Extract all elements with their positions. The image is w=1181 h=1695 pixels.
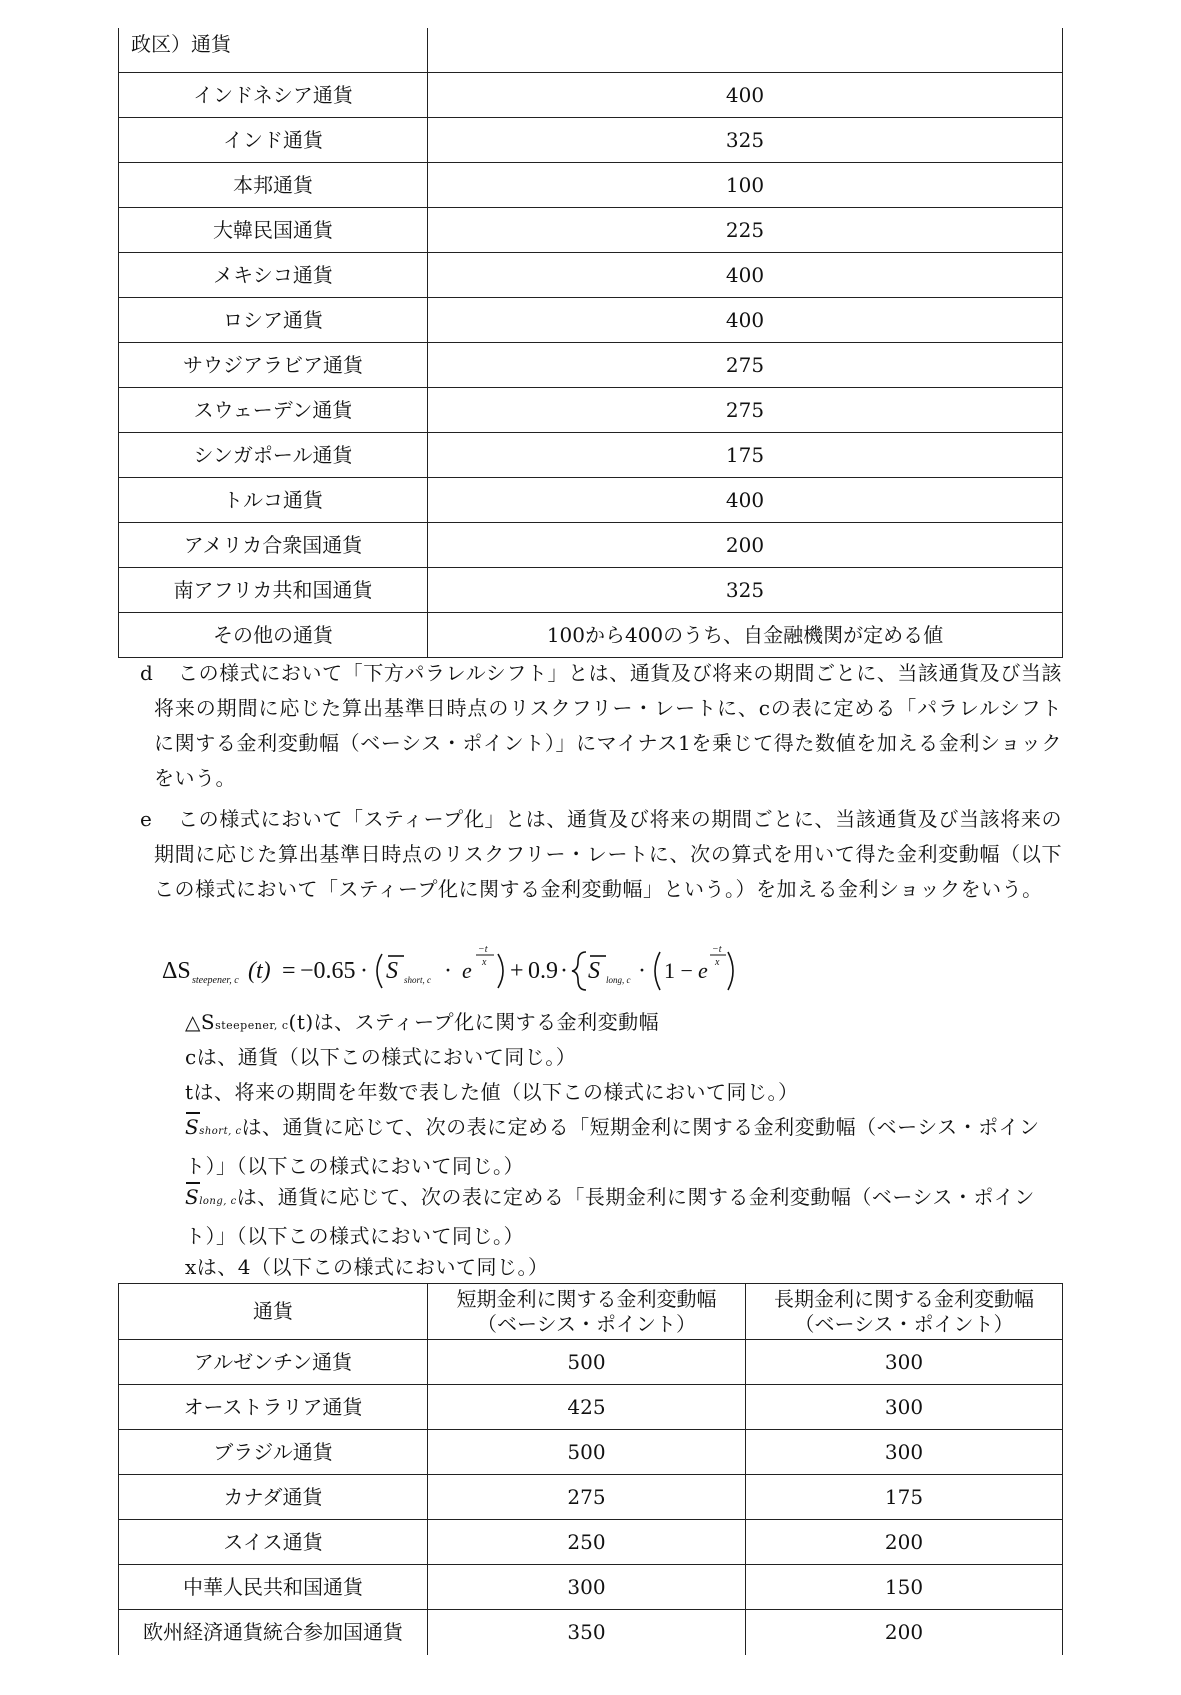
value-cell: 225 <box>428 207 1063 252</box>
formula-dot-2: · <box>444 958 452 984</box>
value-cell: 100から400のうち、自金融機関が定める値 <box>428 612 1063 657</box>
paragraph-d <box>140 656 1062 796</box>
table-row <box>119 207 1063 252</box>
formula-s-short: S <box>386 958 398 984</box>
value-cell: 400 <box>428 477 1063 522</box>
currency-cell: インド通貨 <box>119 117 428 162</box>
paragraph-e <box>140 802 1062 907</box>
value-cell: 175 <box>428 432 1063 477</box>
currency-cell: 本邦通貨 <box>119 162 428 207</box>
formula-paren-right-2 <box>728 952 733 990</box>
currency-cell: 政区）通貨 <box>119 28 428 72</box>
definition-x <box>185 1250 1062 1285</box>
value-cell: 275 <box>428 342 1063 387</box>
parallel-shift-table <box>118 28 1063 658</box>
short-cell: 500 <box>428 1430 746 1475</box>
definition-text: は、通貨に応じて、次の表に定める「長期金利に関する金利変動幅（ベーシス・ポイント）」（以下この様式において同じ。） <box>185 1185 1035 1248</box>
formula-paren-left-2 <box>655 952 660 990</box>
value-cell <box>428 28 1063 72</box>
long-cell: 300 <box>746 1340 1063 1385</box>
formula-dot: · <box>360 958 368 984</box>
currency-cell: 南アフリカ共和国通貨 <box>119 567 428 612</box>
formula-e: e <box>462 958 472 983</box>
definition-text: cは、通貨（以下この様式において同じ。） <box>185 1045 577 1069</box>
definition-text: は、通貨に応じて、次の表に定める「短期金利に関する金利変動幅（ベーシス・ポイント）」（以下この様式において同じ。） <box>185 1115 1040 1178</box>
currency-cell: アメリカ合衆国通貨 <box>119 522 428 567</box>
short-cell: 275 <box>428 1475 746 1520</box>
table-row <box>119 1340 1063 1385</box>
paragraph-mark: d <box>140 661 154 685</box>
table-header-row <box>119 1284 1063 1340</box>
formula-dot-4: · <box>638 958 646 984</box>
definition-delta-s <box>185 1005 1062 1043</box>
table-row <box>119 387 1063 432</box>
currency-cell: ロシア通貨 <box>119 297 428 342</box>
definition-s-long <box>185 1180 1062 1254</box>
currency-cell: サウジアラビア通貨 <box>119 342 428 387</box>
formula-plus: + <box>510 958 524 984</box>
steepener-shock-table <box>118 1283 1063 1655</box>
table-row <box>119 162 1063 207</box>
formula-paren-right <box>498 954 503 988</box>
currency-cell: メキシコ通貨 <box>119 252 428 297</box>
currency-cell: シンガポール通貨 <box>119 432 428 477</box>
paragraph-mark: e <box>140 807 153 831</box>
value-cell: 400 <box>428 297 1063 342</box>
table-row <box>119 297 1063 342</box>
currency-cell: 大韓民国通貨 <box>119 207 428 252</box>
table-row <box>119 252 1063 297</box>
long-cell: 200 <box>746 1610 1063 1655</box>
table-row <box>119 477 1063 522</box>
header-currency: 通貨 <box>119 1284 428 1340</box>
formula-coef2: 0.9 <box>528 958 558 984</box>
table-row <box>119 1430 1063 1475</box>
formula-e-2: e <box>698 958 708 983</box>
definition-symbol-sub: steepener, c <box>215 1019 289 1032</box>
short-cell: 300 <box>428 1565 746 1610</box>
table-row <box>119 1475 1063 1520</box>
currency-cell: スウェーデン通貨 <box>119 387 428 432</box>
formula-coef1: −0.65 <box>300 958 356 984</box>
value-cell: 400 <box>428 72 1063 117</box>
currency-cell: インドネシア通貨 <box>119 72 428 117</box>
formula-arg: (t) <box>248 958 271 984</box>
table-row <box>119 567 1063 612</box>
definition-symbol: S <box>185 1110 199 1145</box>
currency-cell: スイス通貨 <box>119 1520 428 1565</box>
value-cell: 200 <box>428 522 1063 567</box>
table-row <box>119 342 1063 387</box>
table-row <box>119 1610 1063 1655</box>
table-row <box>119 1565 1063 1610</box>
long-cell: 150 <box>746 1565 1063 1610</box>
definition-symbol-sub: short, c <box>199 1126 242 1137</box>
value-cell: 100 <box>428 162 1063 207</box>
value-cell: 325 <box>428 117 1063 162</box>
currency-cell: カナダ通貨 <box>119 1475 428 1520</box>
formula-exp-den: x <box>482 957 487 968</box>
long-cell: 300 <box>746 1385 1063 1430</box>
currency-cell: 欧州経済通貨統合参加国通貨 <box>119 1610 428 1655</box>
short-cell: 350 <box>428 1610 746 1655</box>
definition-s-short <box>185 1110 1062 1184</box>
formula-s-short-sub: short, c <box>404 975 431 985</box>
currency-cell: オーストラリア通貨 <box>119 1385 428 1430</box>
short-cell: 500 <box>428 1340 746 1385</box>
table-row <box>119 117 1063 162</box>
definition-text: (t)は、スティープ化に関する金利変動幅 <box>288 1010 660 1034</box>
formula-one-minus: 1 − <box>664 958 693 983</box>
formula-s-long: S <box>588 958 600 984</box>
formula-exp-num-2: −t <box>712 944 722 955</box>
formula-paren-left <box>377 954 382 988</box>
currency-cell: アルゼンチン通貨 <box>119 1340 428 1385</box>
table-row <box>119 72 1063 117</box>
long-cell: 300 <box>746 1430 1063 1475</box>
long-cell: 175 <box>746 1475 1063 1520</box>
steepener-formula <box>160 938 740 998</box>
formula-lhs-sub: steepener, c <box>192 975 239 986</box>
formula-s-long-sub: long, c <box>606 975 631 985</box>
value-cell: 275 <box>428 387 1063 432</box>
definition-t <box>185 1075 1062 1110</box>
table-row <box>119 522 1063 567</box>
short-cell: 250 <box>428 1520 746 1565</box>
table-row <box>119 1385 1063 1430</box>
formula-brace-left <box>572 952 586 990</box>
short-cell: 425 <box>428 1385 746 1430</box>
header-short-rate: 短期金利に関する金利変動幅 （ベーシス・ポイント） <box>428 1284 746 1340</box>
formula-lhs: ΔS <box>162 958 191 984</box>
formula-exp-num: −t <box>478 944 488 955</box>
table-row <box>119 432 1063 477</box>
value-cell: 400 <box>428 252 1063 297</box>
currency-cell: ブラジル通貨 <box>119 1430 428 1475</box>
formula-dot-3: · <box>560 958 568 984</box>
definition-symbol: △S <box>185 1010 216 1034</box>
table-row <box>119 612 1063 657</box>
paragraph-text: この様式において「下方パラレルシフト」とは、通貨及び将来の期間ごとに、当該通貨及び当該将来の期間に応じた算出基準日時点のリスクフリー・レートに、cの表に定める「パラレルシフトに関する金利変動幅（ベーシス・ポイント）」にマイナス1を乗じて得た数値を加える金利ショックをいう。 <box>154 661 1062 790</box>
currency-cell: トルコ通貨 <box>119 477 428 522</box>
header-long-rate: 長期金利に関する金利変動幅 （ベーシス・ポイント） <box>746 1284 1063 1340</box>
definition-c <box>185 1040 1062 1075</box>
currency-cell: その他の通貨 <box>119 612 428 657</box>
currency-cell: 中華人民共和国通貨 <box>119 1565 428 1610</box>
definition-text: tは、将来の期間を年数で表した値（以下この様式において同じ。） <box>185 1080 799 1104</box>
value-cell: 325 <box>428 567 1063 612</box>
formula-exp-den-2: x <box>715 957 720 968</box>
long-cell: 200 <box>746 1520 1063 1565</box>
definition-text: xは、4（以下この様式において同じ。） <box>185 1255 549 1279</box>
formula-eq: = <box>282 958 296 984</box>
table-row <box>119 1520 1063 1565</box>
table-row <box>119 28 1063 72</box>
definition-symbol-sub: long, c <box>199 1196 237 1207</box>
paragraph-text: この様式において「スティープ化」とは、通貨及び将来の期間ごとに、当該通貨及び当該将来の期間に応じた算出基準日時点のリスクフリー・レートに、次の算式を用いて得た金利変動幅（以下この様式において「スティープ化に関する金利変動幅」という。）を加える金利ショックをいう。 <box>154 807 1062 901</box>
definition-symbol: S <box>185 1180 199 1215</box>
